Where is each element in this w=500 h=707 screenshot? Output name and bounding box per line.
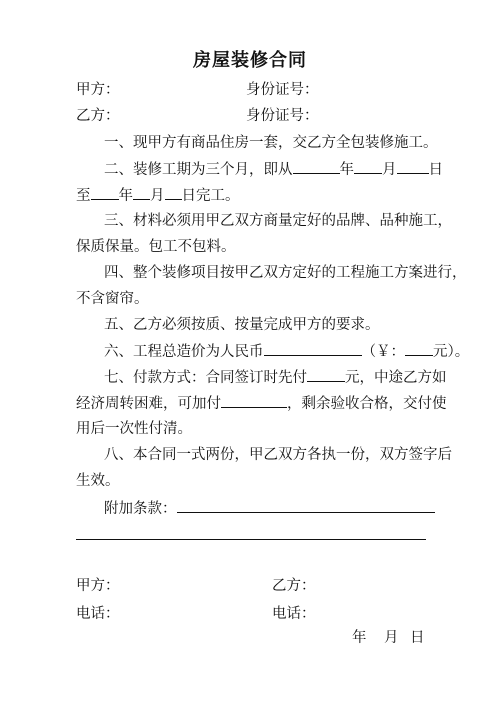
clause-3-line-2: 保质保量。包工不包料。 [76, 239, 236, 255]
clause-2-text: 二、装修工期为三个月，即从 [104, 162, 293, 178]
clause-2-line-2 [76, 185, 240, 206]
clause-7-text-b: 元，中途乙方如 [345, 370, 447, 386]
clause-4-line-2: 不含窗帘。 [76, 291, 149, 307]
total-price-number-blank[interactable] [405, 341, 433, 356]
signature-phone-a: 电话： [76, 606, 120, 622]
total-price-blank[interactable] [264, 341, 362, 356]
clause-7-line-2 [76, 393, 447, 414]
clause-2-month: 月 [382, 162, 397, 178]
start-month-blank[interactable] [354, 159, 382, 174]
clause-2-end-month: 月 [150, 188, 165, 204]
clause-7-line-2-end: ，剩余验收合格，交付使 [287, 396, 447, 412]
party-b-label: 乙方： [76, 108, 120, 124]
clause-6-rmb: （￥： [361, 344, 405, 360]
clause-7-line-1 [104, 367, 447, 388]
clause-2-to: 至 [76, 188, 91, 204]
clause-3-line-1: 三、材料必须用甲乙双方商量定好的品牌、品种施工， [104, 213, 452, 229]
clause-2-end-year: 年 [118, 188, 133, 204]
party-a-label: 甲方： [76, 82, 120, 98]
date-year-label: 年 [352, 630, 367, 646]
date-day-label: 日 [410, 630, 425, 646]
clause-7-line-3: 用后一次性付清。 [76, 421, 192, 437]
clause-7-line-2-text: 经济周转困难，可加付 [76, 396, 221, 412]
party-b-id-label: 身份证号： [246, 108, 319, 124]
signature-party-b: 乙方： [272, 578, 316, 594]
signature-phone-b: 电话： [272, 606, 316, 622]
end-month-blank[interactable] [133, 185, 150, 200]
date-month-label: 月 [384, 630, 399, 646]
start-year-blank[interactable] [293, 159, 340, 174]
clause-1: 一、现甲方有商品住房一套，交乙方全包装修施工。 [104, 135, 438, 151]
clause-8-line-2: 生效。 [76, 473, 120, 489]
party-a-id-label: 身份证号： [246, 82, 319, 98]
start-day-blank[interactable] [397, 159, 429, 174]
additional-terms-line-2[interactable] [76, 539, 426, 540]
signature-party-a: 甲方： [76, 578, 120, 594]
clause-6 [104, 341, 469, 362]
clause-2-day: 日 [428, 162, 443, 178]
clause-6-text: 六、工程总造价为人民币 [104, 344, 264, 360]
deposit-blank[interactable] [307, 367, 345, 382]
extra-payment-blank[interactable] [221, 393, 287, 408]
end-year-blank[interactable] [91, 185, 119, 200]
clause-2-line-1 [104, 159, 443, 180]
clause-4-line-1: 四、整个装修项目按甲乙双方定好的工程施工方案进行， [104, 265, 467, 281]
clause-8-line-1: 八、本合同一式两份，甲乙双方各执一份，双方签字后 [104, 447, 452, 463]
clause-7-text: 七、付款方式：合同签订时先付 [104, 370, 307, 386]
additional-terms [104, 498, 435, 519]
additional-terms-blank[interactable] [177, 498, 435, 513]
end-day-blank[interactable] [165, 185, 182, 200]
clause-2-end-text: 日完工。 [181, 188, 240, 204]
additional-terms-label: 附加条款： [104, 501, 177, 517]
clause-5: 五、乙方必须按质、按量完成甲方的要求。 [104, 317, 380, 333]
clause-6-end: 元）。 [433, 344, 470, 360]
document-title: 房屋装修合同 [193, 50, 307, 71]
clause-2-year: 年 [339, 162, 354, 178]
